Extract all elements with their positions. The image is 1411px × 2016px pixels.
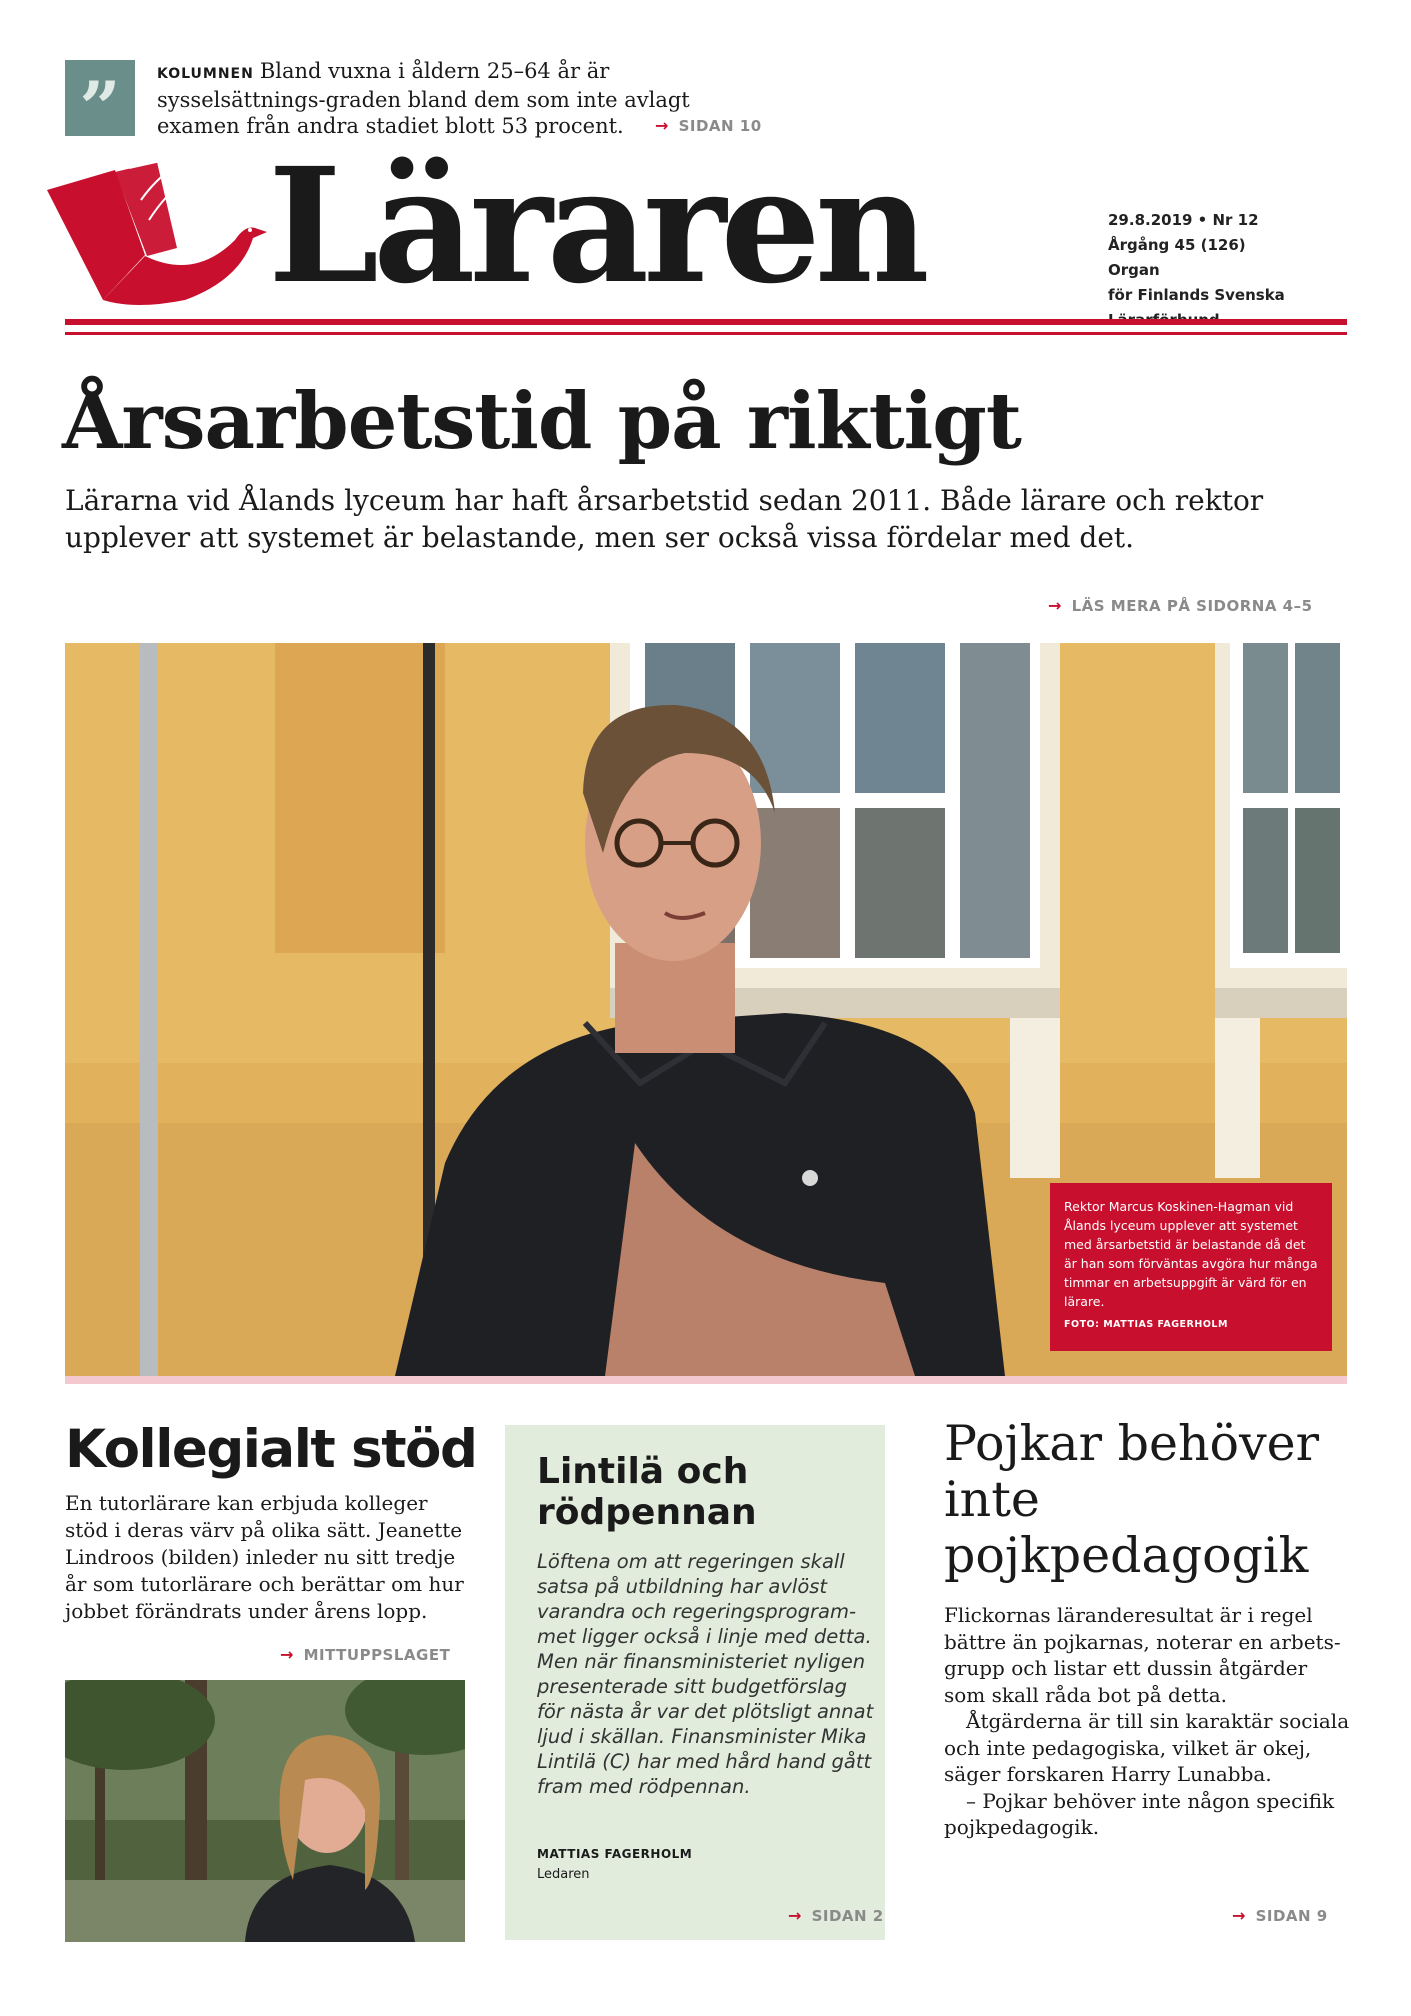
caption-text: Rektor Marcus Koskinen-Hagman vid Ålands lyceum upplever att systemet med årsarbetstid är belastande då det är han som förväntas avgöra hur många timmar en arbetsuppgift är värd för en lärare. [1064,1199,1318,1309]
arrow-icon: → [1048,596,1062,615]
kollegialt-photo-illustration [65,1680,465,1942]
pojkar-paragraph: Flickornas läranderesultat är i regel bättre än pojkarnas, noterar en arbets-grupp och listar ett dussin åtgärder som skall råda bot på detta. [944,1603,1341,1707]
kollegialt-body: En tutorlärare kan erbjuda kolleger stöd i deras värv på olika sätt. Jeanette Lindroos (bilden) inleder nu sitt tredje år som tutorlärare och berättar om hur jobbet förändrats under årens lopp. [65,1491,464,1623]
editorial-author: MATTIAS FAGERHOLM [537,1847,693,1861]
quote-icon: ” [65,60,135,136]
pojkar-headline[interactable]: Pojkar behöver inte pojkpedagogik [944,1415,1320,1584]
editorial-page-ref[interactable]: → SIDAN 2 [788,1906,884,1925]
teaser-page-ref[interactable]: → SIDAN 10 [655,116,762,135]
editorial-body: Löftena om att regeringen skall satsa på utbildning har avlöst varandra och regeringsprogram-met ligger också i linje med detta. Men när finansministeriet nyligen presenterade sitt budgetförslag för nästa år var det plötsligt annat ljud i skällan. Finansminister Mika Lintilä (C) har med hård hand gått fram med rödpennan. [537,1550,874,1798]
arrow-icon: → [655,116,669,135]
lead-headline[interactable]: Årsarbetstid på riktigt [62,376,1021,467]
arrow-icon: → [280,1645,294,1664]
editorial-role: Ledaren [537,1867,590,1882]
masthead-rule [65,319,1347,325]
kollegialt-page-ref[interactable]: → MITTUPPSLAGET [280,1645,451,1664]
lead-standfirst: Lärarna vid Ålands lyceum har haft årsarbetstid sedan 2011. Både lärare och rektor upplever att systemet är belastande, men ser också vissa fördelar med det. [65,484,1264,554]
lead-page-ref[interactable]: → LÄS MERA PÅ SIDORNA 4–5 [1048,596,1313,615]
teaser-kicker: KOLUMNEN [157,66,254,82]
bird-book-logo [45,160,270,310]
pojkar-page-ref[interactable]: → SIDAN 9 [1232,1906,1328,1925]
kollegialt-photo [65,1680,465,1942]
pojkar-body [944,1602,1354,1841]
masthead-title: Läraren [268,134,924,319]
photo-credit: FOTO: MATTIAS FAGERHOLM [1064,1319,1228,1330]
editorial-headline[interactable]: Lintilä och rödpennan [537,1451,757,1533]
pojkar-paragraph: Åtgärderna är till sin karaktär sociala och inte pedagogiska, vilket är okej, säger forskaren Harry Lunabba. [944,1709,1350,1786]
photo-caption [1050,1183,1332,1351]
arrow-icon: → [1232,1906,1246,1925]
pojkar-paragraph: – Pojkar behöver inte någon specifik pojkpedagogik. [944,1788,1335,1839]
arrow-icon: → [788,1906,802,1925]
photo-underline [65,1376,1347,1384]
issue-info: 29.8.2019 • Nr 12 Årgång 45 (126) Organ för Finlands Svenska [1108,211,1285,304]
kollegialt-headline[interactable]: Kollegialt stöd [65,1419,477,1480]
teaser-text: Bland vuxna i åldern 25–64 år är sysselsättnings-graden bland dem som inte avlagt examen från andra stadiet blott 53 procent. [157,59,690,138]
masthead-rule-thin [65,332,1347,335]
